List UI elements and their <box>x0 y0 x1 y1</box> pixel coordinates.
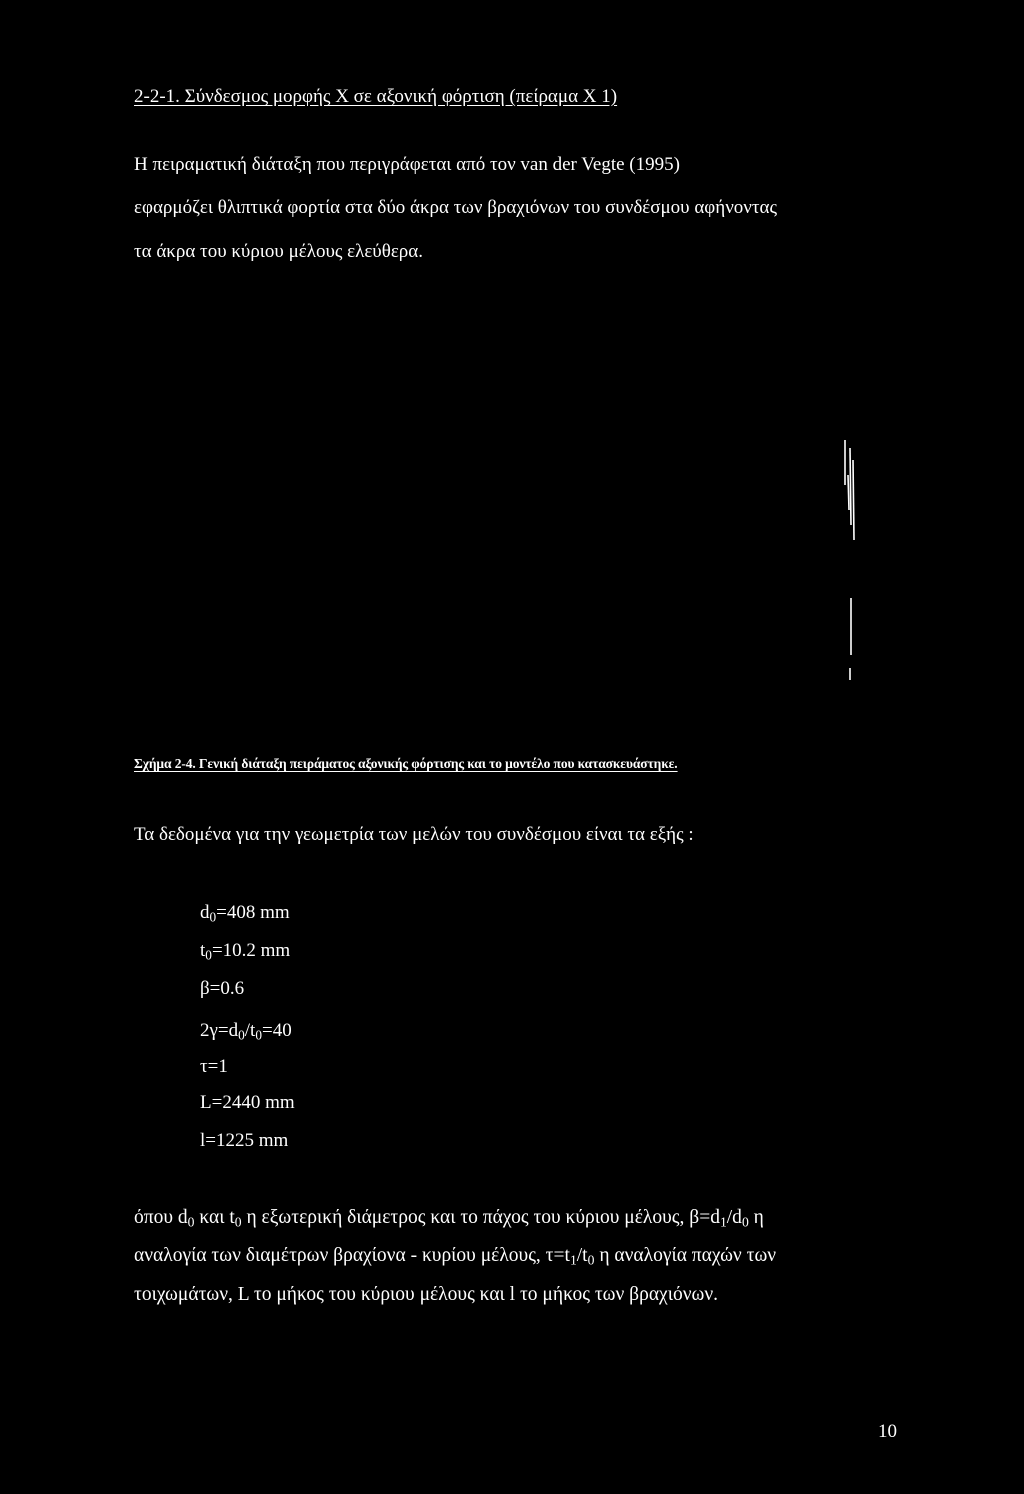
param-t0-value: =10.2 mm <box>211 940 291 961</box>
expl1-d-sub: 0 <box>741 1214 749 1230</box>
param-l: l=1225 mm <box>200 1130 289 1151</box>
expl2-b: /t <box>576 1245 588 1266</box>
expl2-b-sub: 0 <box>587 1252 595 1268</box>
page-number: 10 <box>878 1421 897 1442</box>
expl1-c-sub: 1 <box>719 1214 727 1230</box>
expl1-e: η <box>748 1207 764 1228</box>
expl1-a: όπου d <box>134 1207 188 1228</box>
param-gamma-sub2: 0 <box>255 1027 262 1043</box>
param-d0 <box>200 902 290 924</box>
param-gamma-pre: 2γ=d <box>200 1020 239 1041</box>
param-L: L=2440 mm <box>200 1092 295 1113</box>
param-gamma-post: =40 <box>262 1020 292 1041</box>
param-tau: τ=1 <box>200 1056 228 1077</box>
expl2-c: η αναλογία παχών των <box>594 1245 777 1266</box>
param-d0-subscript: 0 <box>209 909 217 925</box>
expl2-a: αναλογία των διαμέτρων βραχίονα - κυρίου μέλους, τ=t <box>134 1245 570 1266</box>
intro-line-3: τα άκρα του κύριου μέλους ελεύθερα. <box>134 241 423 262</box>
expl1-a-sub: 0 <box>187 1214 195 1230</box>
expl1-b: και t <box>194 1207 235 1228</box>
param-gamma-mid: /t <box>244 1020 256 1041</box>
param-beta: β=0.6 <box>200 978 245 999</box>
section-heading: 2-2-1. Σύνδεσμος μορφής Χ σε αξονική φόρτιση (πείραμα Χ 1) <box>134 86 618 107</box>
param-gamma <box>200 1020 292 1042</box>
intro-line-1: Η πειραματική διάταξη που περιγράφεται από τον van der Vegte (1995) <box>134 154 680 175</box>
param-gamma-sub1: 0 <box>238 1027 245 1043</box>
explanation-line-2 <box>134 1245 776 1267</box>
expl1-c: η εξωτερική διάμετρος και το πάχος του κύριου μέλους, β=d <box>241 1207 720 1228</box>
param-d0-value: =408 mm <box>216 902 290 923</box>
param-d0-symbol: d <box>200 902 210 923</box>
figure-caption: Σχήμα 2-4. Γενική διάταξη πειράματος αξονικής φόρτισης και το μοντέλο που κατασκευάστηκε. <box>134 756 678 771</box>
expl1-d: /d <box>726 1207 742 1228</box>
explanation-line-1 <box>134 1207 764 1229</box>
expl2-a-sub: 1 <box>569 1252 577 1268</box>
expl1-b-sub: 0 <box>234 1214 242 1230</box>
intro-line-2: εφαρμόζει θλιπτικά φορτία στα δύο άκρα των βραχιόνων του συνδέσμου αφήνοντας <box>134 197 777 218</box>
figure-remnant-lines <box>800 430 900 700</box>
param-t0-symbol: t <box>200 940 206 961</box>
geometry-intro: Τα δεδομένα για την γεωμετρία των μελών του συνδέσμου είναι τα εξής : <box>134 824 694 845</box>
explanation-line-3: τοιχωμάτων, L το μήκος του κύριου μέλους και l το μήκος των βραχιόνων. <box>134 1284 719 1305</box>
param-t0-subscript: 0 <box>205 947 212 963</box>
param-t0 <box>200 940 290 962</box>
